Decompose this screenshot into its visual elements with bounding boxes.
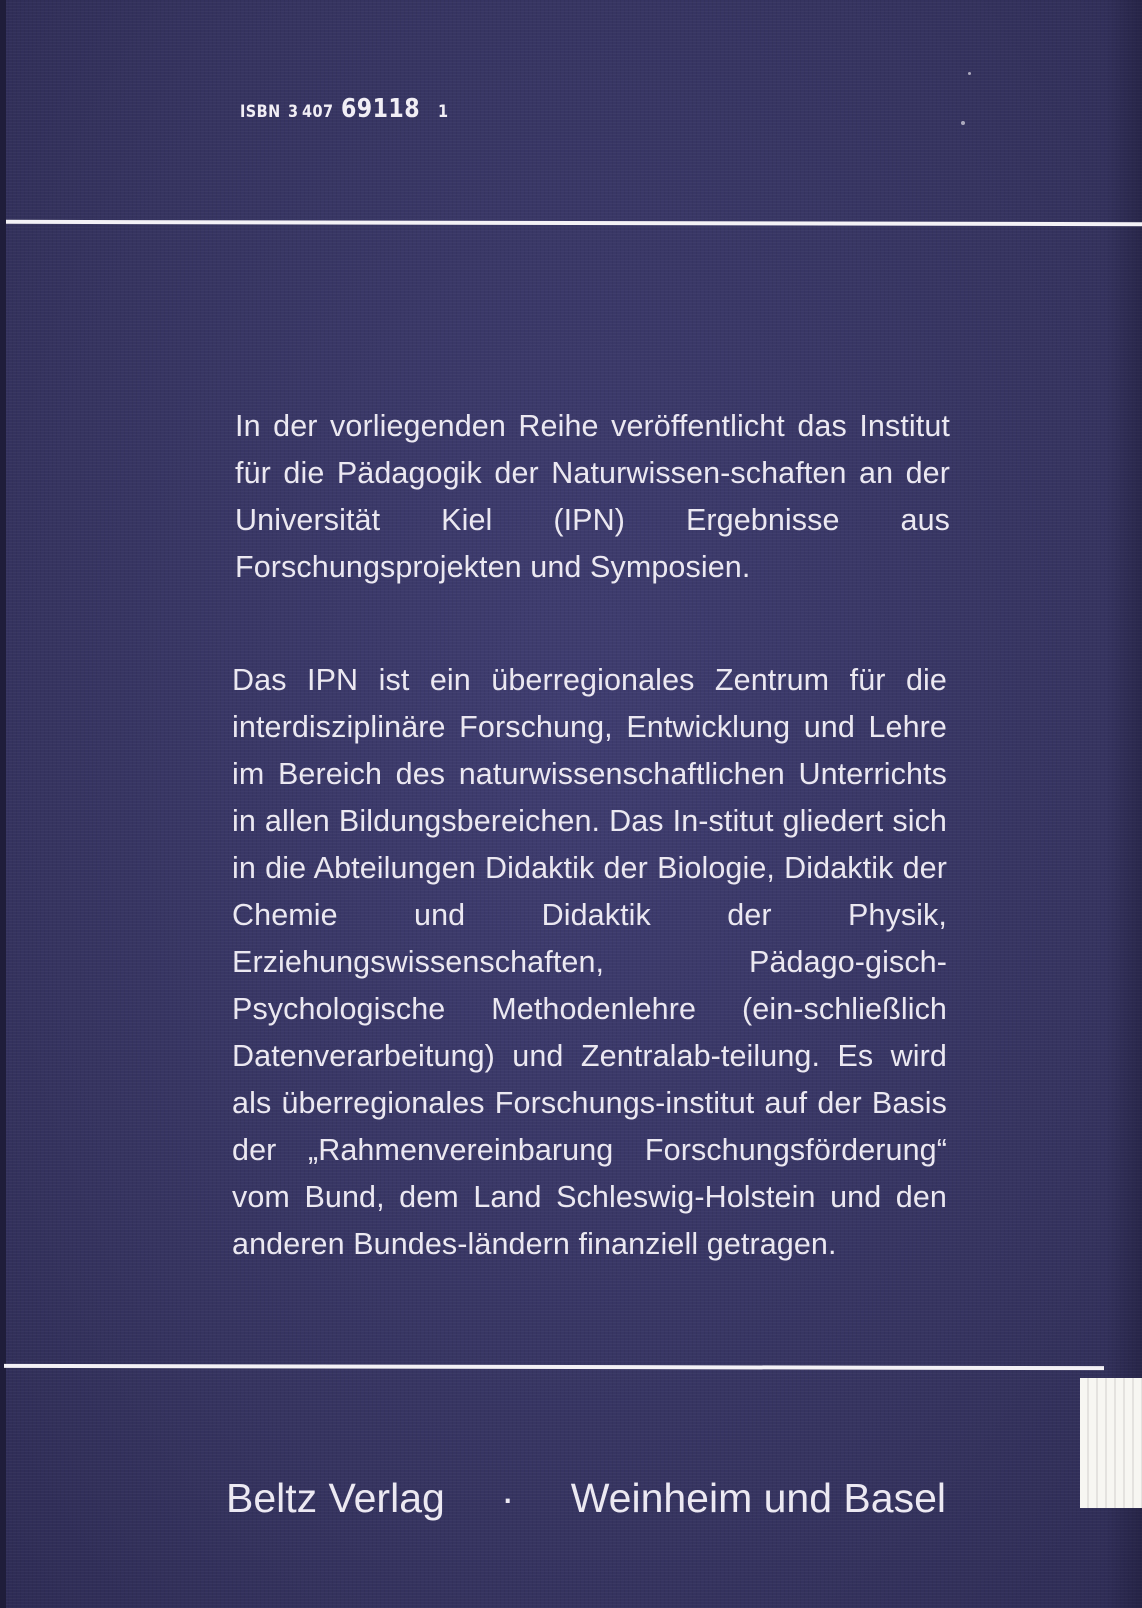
isbn-prefix: ISBN bbox=[240, 102, 281, 122]
print-speck bbox=[961, 121, 965, 125]
publisher-line bbox=[226, 1468, 946, 1528]
bottom-divider-rule bbox=[4, 1364, 1104, 1370]
right-edge-shadow bbox=[1106, 0, 1142, 1608]
isbn-title-code: 69118 bbox=[341, 94, 421, 124]
series-description-paragraph: In der vorliegenden Reihe veröffentlicht das Institut für die Pädagogik der Naturwissen-schaften an der Universität Kiel (IPN) Ergebnisse aus Forschungsprojekten und Symposien. bbox=[235, 409, 950, 584]
publisher-separator: · bbox=[500, 1475, 515, 1521]
isbn-publisher-code: 407 bbox=[302, 102, 334, 122]
top-divider-rule bbox=[6, 220, 1142, 226]
publisher-location: Weinheim und Basel bbox=[570, 1475, 946, 1521]
print-speck bbox=[968, 72, 971, 75]
institute-description-paragraph: Das IPN ist ein überregionales Zentrum für die interdisziplinäre Forschung, Entwicklung und Lehre im Bereich des naturwissenschaftlichen Unterrichts in allen Bildungsbereichen. Das In-stitut gliedert sich in die Abteilungen Didaktik der Biologie, Didaktik der Chemie und Didaktik der Physik, Erziehungswissenschaften, Pädago-gisch-Psychologische Methodenlehre (ein-schließlich Datenverarbeitung) und Zentralab-teilung. Es wird als überregionales Forschungs-institut auf der Basis der „Rahmenvereinbarung Forschungsförderung“ vom Bund, dem Land Schleswig-Holstein und den anderen Bundes-ländern finanziell getragen. bbox=[232, 663, 947, 1261]
isbn-check-digit: 1 bbox=[438, 102, 449, 122]
library-label-sticker bbox=[1080, 1378, 1142, 1508]
isbn-group: 3 bbox=[287, 102, 299, 122]
publisher-name: Beltz Verlag bbox=[226, 1475, 445, 1521]
isbn-number bbox=[240, 94, 451, 124]
